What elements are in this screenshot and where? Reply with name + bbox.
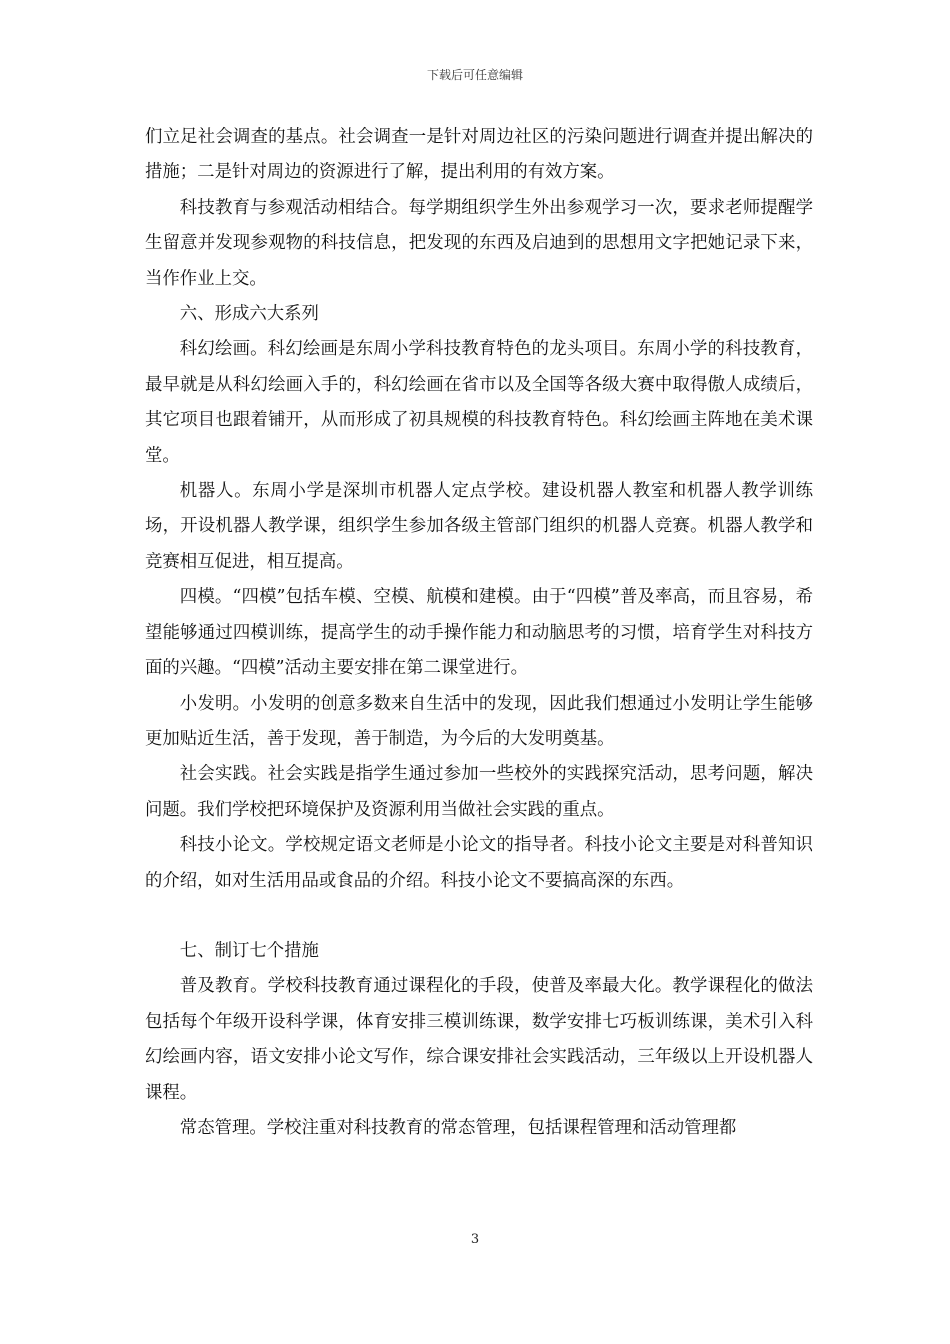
paragraph-visits: 科技教育与参观活动相结合。每学期组织学生外出参观学习一次，要求老师提醒学生留意并发现参观物的科技信息，把发现的东西及启迪到的思想用文字把她记录下来，当作作业上交。 (145, 197, 813, 289)
page-number: 3 (470, 1232, 480, 1247)
paragraph-sci-fi-painting: 科幻绘画。科幻绘画是东周小学科技教育特色的龙头项目。东周小学的科技教育，最早就是从科幻绘画入手的，科幻绘画在省市以及全国等各级大赛中取得傲人成绩后，其它项目也跟着铺开，从而形成了初具规模的科技教育特色。科幻绘画主阵地在美术课堂。 (145, 339, 813, 466)
section-heading-seven-measures: 七、制订七个措施 (179, 940, 319, 961)
paragraph-robot: 机器人。东周小学是深圳市机器人定点学校。建设机器人教室和机器人教学训练场，开设机器人教学课，组织学生参加各级主管部门组织的机器人竞赛。机器人教学和竞赛相互促进，相互提高。 (145, 481, 813, 572)
document-body (145, 120, 813, 1146)
section-heading-six-series: 六、形成六大系列 (179, 304, 319, 325)
paragraph-social-practice: 社会实践。社会实践是指学生通过参加一些校外的实践探究活动，思考问题，解决问题。我们学校把环境保护及资源利用当做社会实践的重点。 (145, 764, 813, 820)
page-header: 下载后可任意编辑 (426, 68, 523, 82)
paragraph-science-essay: 科技小论文。学校规定语文老师是小论文的指导者。科技小论文主要是对科普知识的介绍，如对生活用品或食品的介绍。科技小论文不要搞高深的东西。 (145, 835, 813, 891)
paragraph-popular-education: 普及教育。学校科技教育通过课程化的手段，使普及率最大化。教学课程化的做法包括每个年级开设科学课，体育安排三模训练课，数学安排七巧板训练课，美术引入科幻绘画内容，语文安排小论文写作，综合课安排社会实践活动，三年级以上开设机器人课程。 (145, 976, 813, 1103)
paragraph-continuation: 们立足社会调查的基点。社会调查一是针对周边社区的污染问题进行调查并提出解决的措施；二是针对周边的资源进行了解，提出利用的有效方案。 (145, 127, 813, 183)
paragraph-routine-management: 常态管理。学校注重对科技教育的常态管理，包括课程管理和活动管理都 (179, 1117, 737, 1138)
paragraph-small-invention: 小发明。小发明的创意多数来自生活中的发现，因此我们想通过小发明让学生能够更加贴近生活，善于发现，善于制造，为今后的大发明奠基。 (145, 693, 813, 749)
paragraph-four-models: 四模。“四模”包括车模、空模、航模和建模。由于“四模”普及率高，而且容易，希望能够通过四模训练，提高学生的动手操作能力和动脑思考的习惯，培育学生对科技方面的兴趣。“四模”活动主要安排在第二课堂进行。 (145, 587, 813, 679)
